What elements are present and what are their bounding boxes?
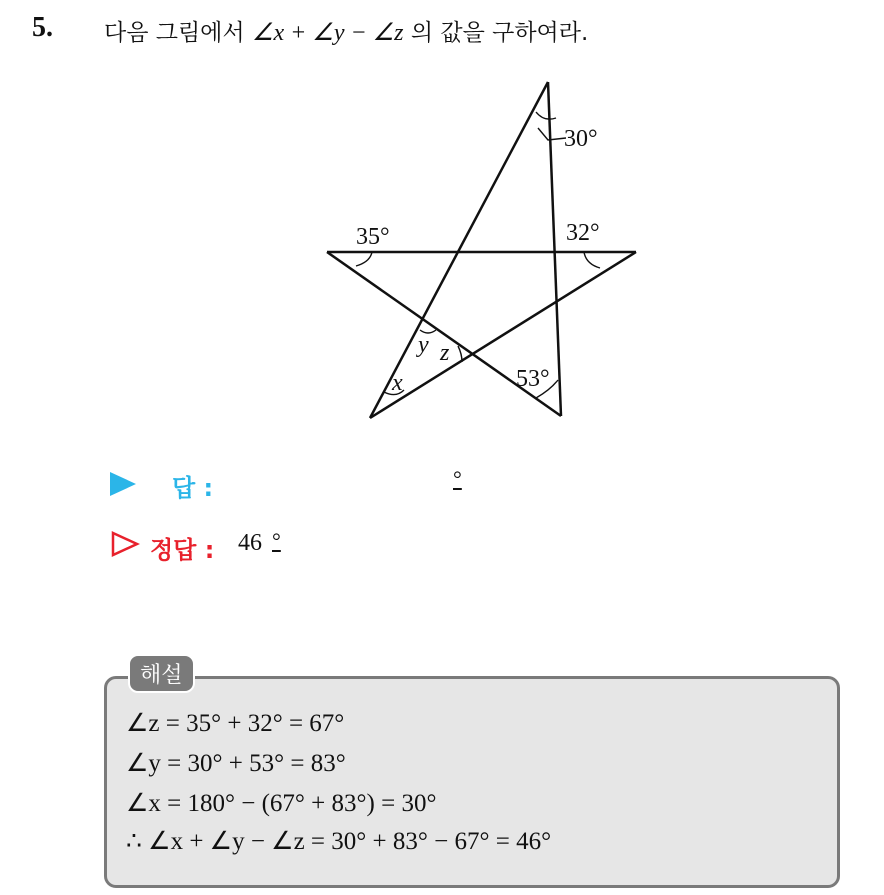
problem-number: 5. <box>32 12 53 43</box>
label-angle-top: 30° <box>564 126 598 152</box>
problem-text <box>104 14 588 47</box>
solution-line: ∠y = 30° + 53° = 83° <box>126 750 346 777</box>
label-angle-right: 32° <box>566 220 600 246</box>
solution-tag: 해설 <box>128 654 195 693</box>
problem-text-before: 다음 그림에서 <box>104 20 252 46</box>
arc-z <box>458 346 462 362</box>
arc-top <box>536 112 556 119</box>
arc-top-arrow <box>538 128 566 140</box>
solution-line: ∴ ∠x + ∠y − ∠z = 30° + 83° − 67° = 46° <box>126 828 552 855</box>
correct-label: 정답 : <box>150 536 215 564</box>
problem-text-after: 의 값을 구하여라. <box>403 20 589 46</box>
problem-text-math: ∠x + ∠y − ∠z <box>251 20 404 46</box>
outline-play-icon <box>110 530 140 558</box>
label-x: x <box>392 370 403 396</box>
answer-label: 답 : <box>172 474 214 502</box>
arc-right <box>584 252 600 268</box>
correct-value: 46 <box>238 530 262 556</box>
line-right-to-bottom-left <box>370 252 636 418</box>
correct-unit: ° <box>272 528 281 553</box>
label-y: y <box>418 332 429 358</box>
label-z: z <box>440 340 450 366</box>
solution-line: ∠z = 35° + 32° = 67° <box>126 710 345 737</box>
label-angle-bottom-right: 53° <box>516 366 550 392</box>
line-top-to-bottom-right <box>548 82 561 416</box>
solution-line: ∠x = 180° − (67° + 83°) = 30° <box>126 790 437 817</box>
label-angle-left: 35° <box>356 224 390 250</box>
answer-row <box>110 466 610 502</box>
arc-left <box>356 252 372 266</box>
answer-unit: ° <box>453 466 462 491</box>
star-figure <box>300 70 660 430</box>
play-icon <box>110 472 136 496</box>
correct-answer-row <box>110 528 510 564</box>
